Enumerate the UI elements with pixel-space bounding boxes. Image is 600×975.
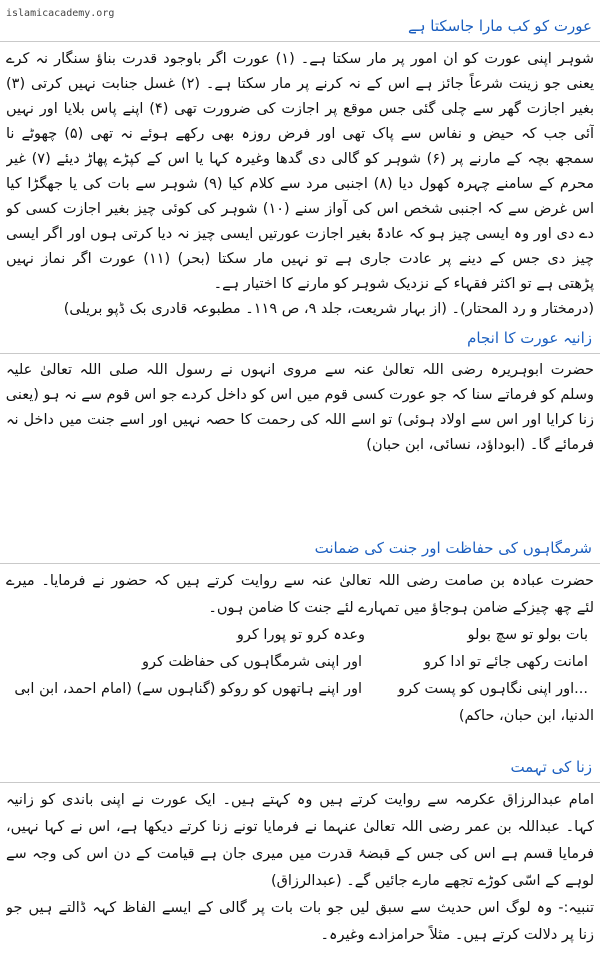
heading-divider [0,782,600,783]
paragraph-line: سمجھ بچہ کے مارنے پر (۶) شوہر کو گالی دی گدھا وغیرہ کہا یا اس کے کپڑے پھاڑ دیئے (۷) غیر [6,151,594,167]
virtue-item: اور اپنی شرمگاہوں کی حفاظت کرو [142,654,362,670]
heading-guarding-private-parts: شرمگاہوں کی حفاظت اور جنت کی ضمانت [314,539,592,557]
paragraph-line: کہا۔ عبداللہ بن عمر رضی اللہ تعالیٰ عنہما نے فرمایا تونے زنا کرتے دیکھا ہے، اس نے کہا نہیں، [6,819,594,835]
citation-line: فرمائے گا۔ (ابوداؤد، نسائی، ابن حبان) [366,437,594,453]
warning-line: تنبیہ:- وہ لوگ اس حدیث سے سبق لیں جو بات بات پر گالی کے ایسے الفاظ کہہ ڈالتے ہیں جو [6,900,594,916]
citation-line: (درمختار و رد المحتار)۔ (از بہار شریعت، جلد ۹، ص ۱۱۹۔ مطبوعہ قادری بک ڈپو بریلی) [63,301,594,317]
paragraph-line: فرمایا قسم ہے اس کی جس کے قبضۂ قدرت میں میری جان ہے قیامت کے دن اس کی وجہ سے [6,846,594,862]
site-watermark: islamicacademy.org [6,8,115,19]
virtue-item: امانت رکھی جائے تو ادا کرو [423,654,588,670]
paragraph-line: محرم کے سامنے چہرہ کھول دیا (۸) اجنبی مرد سے کلام کیا (۹) شوہر سے بات کی یا جھگڑا کیا [6,176,594,192]
heading-when-may-wife-be-struck: عورت کو کب مارا جاسکتا ہے [407,17,592,35]
paragraph-line: پڑھتی ہے تو اکثر فقہاء کے نزدیک شوہر کو مارنے کا اختیار ہے۔ [213,276,594,292]
paragraph-line: دے دی اور وہ ایسی چیز ہو کہ عادۃً بغیر اجازت عورتیں ایسی چیز نہ دیا کرتی ہوں اور اگر ایسی [6,226,594,242]
paragraph-line: لئے چھ چیزکے ضامن ہوجاؤ میں تمہارے لئے جنت کا ضامن ہوں۔ [208,600,594,616]
virtue-item: بات بولو تو سچ بولو [467,627,588,643]
paragraph-line: لوہے کے اسّی کوڑے تجھے مارے جائیں گے۔ (عبدالرزاق) [271,873,594,889]
heading-divider [0,563,600,564]
citation-line: الدنیا، ابن حبان، حاکم) [458,708,594,724]
paragraph-line: امام عبدالرزاق عکرمہ سے روایت کرتے ہیں وہ کہتے ہیں۔ ایک عورت نے اپنی باندی کو زانیہ [6,792,594,808]
paragraph-line: چیز دی جس کے دینے پر عادت جاری ہے تو نہیں مار سکتا (بحر) (۱۱) عورت اگر نماز نہیں [6,251,594,267]
paragraph-line: اس غرض سے کہ اجنبی شخص اس کی آواز سنے (۱۰) شوہر کی کوئی چیز بغیر اجازت کسی کو [6,201,594,217]
heading-fate-of-adulteress: زانیہ عورت کا انجام [467,329,592,347]
paragraph-line: شوہر اپنی عورت کو ان امور پر مار سکتا ہے۔ (۱) عورت اگر باوجود قدرت بناؤ سنگار نہ کرے [6,51,594,67]
paragraph-line: آئی جب کہ حیض و نفاس سے پاک تھی اور فرض روزہ بھی رکھے ہوئے نہ تھی (۵) چھوٹے نا [6,126,594,142]
warning-line: زنا پر دلالت کرتے ہیں۔ مثلاً حرامزادے وغیرہ۔ [320,927,594,943]
paragraph-line: حضرت ابوہریرہ رضی اللہ تعالیٰ عنہ سے مروی انہوں نے رسول اللہ صلی اللہ تعالیٰ علیہ [6,362,594,378]
paragraph-line: وسلم کو فرماتے سنا کہ جو عورت کسی قوم میں اس کو داخل کردے جو اس قوم سے نہ ہو (یعنی [6,387,594,403]
virtue-item: وعدہ کرو تو پورا کرو [236,627,365,643]
heading-divider [0,353,600,354]
paragraph-line: یعنی جو زینت شرعاً جائز ہے اس کے نہ کرنے پر مار سکتا ہے۔ (۲) غسل جنابت نہیں کرتی (۳) [6,76,594,92]
virtue-item: اور اپنے ہاتھوں کو روکو (گناہوں سے) (امام احمد، ابن ابی [14,681,362,697]
heading-divider [0,41,600,42]
paragraph-line: بغیر اجازت گھر سے چلی گئی جس موقع پر اجازت کی ضرورت تھی (۴) اپنے پاس بلایا اور نہیں [6,101,594,117]
virtue-item: ...اور اپنی نگاہوں کو پست کرو [397,681,588,697]
heading-false-accusation: زنا کی تہمت [510,758,592,776]
paragraph-line: زنا کرایا اور اس سے اولاد ہوئی) تو اسے اللہ کی رحمت کا حصہ نہیں اور اسے جنت میں داخل نہ [6,412,594,428]
paragraph-line: حضرت عبادہ بن صامت رضی اللہ تعالیٰ عنہ سے روایت کرتے ہیں کہ حضور نے فرمایا۔ میرے [6,573,594,589]
